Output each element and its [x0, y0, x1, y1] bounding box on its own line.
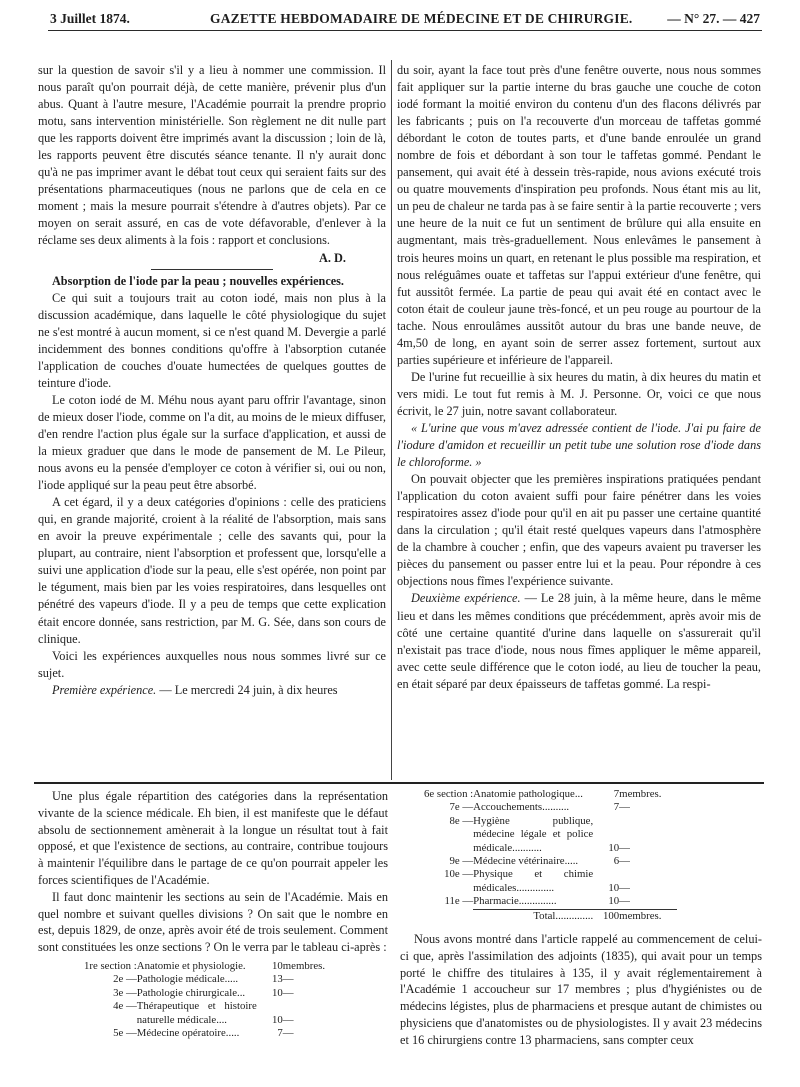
- section-unit: membres.: [619, 788, 662, 800]
- second-experience-label: Deuxième expérience.: [411, 591, 521, 606]
- section-unit: —: [282, 973, 294, 986]
- total-label: Total..............: [473, 909, 593, 923]
- bottom-right-paragraph: Nous avons montré dans l'article rappelé au commencement de celui-ci que, après l'assimilation des adjoints (1835), qui avait pour un temps porté le chiffre des titulaires à 135, il y avait réglementairement à l'Académie 1 accoucheur sur 17 membres ; plus d'hygiénistes ou de médecins légistes, plus de pharmaciens et presque autant de chimistes ou physiciens que d'anatomistes ou de physiologistes. Il y avait 23 médecins et 16 chirurgiens contre 13 pharmaciens, sans compter ceux: [400, 932, 762, 1047]
- section-count: 10: [271, 1013, 283, 1026]
- section-unit: —: [619, 801, 630, 814]
- section-number: 6e section :: [424, 788, 474, 800]
- author-signature: A. D.: [319, 250, 346, 265]
- table-row: [84, 960, 341, 973]
- right-column: [397, 62, 761, 693]
- section-count: 10: [608, 881, 620, 894]
- section-unit: —: [619, 881, 630, 894]
- section-label: Thérapeutique et histoire naturelle médicale....: [136, 1000, 257, 1026]
- column-divider: [391, 60, 392, 780]
- section-number: 7e —: [449, 801, 474, 814]
- header-title: GAZETTE HEBDOMADAIRE DE MÉDECINE ET DE CHIRURGIE.: [210, 11, 633, 26]
- table-row: [424, 895, 677, 909]
- section-number: 2e —: [113, 973, 137, 986]
- section-number: 9e —: [449, 855, 474, 868]
- letter-quote: « L'urine que vous m'avez adressée contient de l'iode. J'ai pu faire de l'iodure d'amidon et recueillir un petit tube une solution rose d'iode dans le chloroforme. »: [397, 420, 761, 470]
- feuilleton-separator: [34, 782, 764, 784]
- first-experience-text: — Le mercredi 24 juin, à dix heures: [156, 682, 338, 697]
- section-label: Médecine opératoire.....: [136, 1027, 240, 1039]
- table-row: [424, 788, 677, 801]
- section-label: Anatomie et physiologie.: [136, 959, 246, 972]
- table-row: [424, 868, 677, 895]
- section-label: Physique et chimie médicales..............: [473, 868, 594, 894]
- section-label: Accouchements..........: [473, 801, 570, 814]
- sections-table-left: [84, 960, 341, 1040]
- table-row: [424, 801, 677, 814]
- section-label: Pathologie médicale.....: [136, 973, 239, 986]
- section-number: 3e —: [113, 986, 137, 999]
- total-unit: membres.: [619, 909, 677, 923]
- section-count: 7: [613, 801, 620, 814]
- total-count: 100: [593, 909, 619, 923]
- section-count: 7: [613, 788, 620, 800]
- section-unit: —: [282, 1027, 294, 1039]
- section-label: Pathologie chirurgicale...: [136, 986, 246, 999]
- section-number: 5e —: [113, 1027, 137, 1039]
- section-label: Hygiène publique, médecine légale et police médicale...........: [473, 814, 594, 854]
- section-count: 13: [271, 973, 283, 986]
- header-issue-page: — N° 27. — 427: [667, 11, 760, 26]
- section-unit: —: [282, 1013, 294, 1026]
- sections-table-right: [424, 788, 677, 923]
- section-count: 10: [271, 986, 283, 999]
- section-number: 8e —: [449, 814, 474, 827]
- bottom-paragraph-2: Il faut donc maintenir les sections au sein de l'Académie. Mais en quel nombre et suivant quelles divisions ? On sait que le nombre en est, depuis 1829, de onze, après avoir été de trois seulement. Comment sont constituées les onze sections ? On le verra par le tableau ci-après :: [38, 889, 388, 955]
- header-date: 3 Juillet 1874.: [50, 11, 130, 26]
- section-label: Médecine vétérinaire.....: [473, 855, 579, 868]
- section-unit: —: [282, 986, 294, 999]
- section-count: 7: [277, 1027, 283, 1039]
- table-row: [84, 1000, 341, 1027]
- body-paragraph-1: Ce qui suit a toujours trait au coton iodé, mais non plus à la discussion académique, dans laquelle le côté physiologique du sujet ne s'est montré à aucun moment, si ce n'est quand M. Devergie a parlé incidemment des bonnes conditions qu'offre à l'absorption cutanée l'application de couches d'ouate humectées de quelques gouttes de teinture d'iode.: [38, 290, 386, 390]
- experience-description: du soir, ayant la face tout près d'une fenêtre ouverte, nous nous sommes fait appliquer sur la partie interne du bras gauche une couche de coton iodé formant la moitié environ du contenu d'un des flacons délivrés par les fabricants ; puis on l'a recouverte d'un morceau de taffetas gommé débordant le coton de toutes parts, et d'une bande enroulée un grand nombre de fois et débordant à son tour le taffetas gommé. Pendant le pansement, qui avait été à dessein très-rapide, nous avions exécuté trois ou quatre mouvements d'inspiration peu profonds. Nous étant mis au lit, un peu de chaleur ne tarda pas à se faire sentir à la partie recouverte ; vers une heure de la nuit ce fut un sentiment de brûlure qui alla ensuite en augmentant, mais très-graduellement. Nous enlevâmes le pansement à trois heures moins un quart, en retenant le plus possible ma respiration, et nous reléguâmes ouate et taffetas sur l'appui extérieur d'une fenêtre, qui fut aussitôt fermée. La partie de peau qui avait été en contact avec le coton était de couleur jaune très-foncé, et un peu rouge au pourtour de la tache. Nous enroulâmes aussitôt autour du bras une bande neuve, de 4m,50 de long, en ayant soin de serrer assez fortement, surtout aux parties supérieure et inférieure de l'appareil.: [397, 63, 761, 367]
- page-header: [48, 8, 762, 31]
- table-row: [84, 987, 341, 1000]
- objection-paragraph: On pouvait objecter que les premières inspirations pratiquées pendant l'application du coton avaient suffi pour faire pénétrer dans les voies respiratoires assez d'iode pour qu'il en ait pu passer une certaine quantité dans la circulation ; qu'il était resté quelques vapeurs dans l'atmosphère de la chambre à coucher ; enfin, que des vapeurs avaient pu traverser les pièces du pansement ou passer entre lui et la peau. Pour répondre à ces objections nous fîmes l'expérience suivante.: [397, 472, 761, 589]
- section-label: Anatomie pathologique...: [473, 788, 583, 800]
- body-paragraph-3: A cet égard, il y a deux catégories d'opinions : celle des praticiens qui, en grande majorité, croient à la réalité de l'absorption, mais sans en avoir la preuve expérimentale ; celle des savants qui, pour la plupart, au contraire, nient l'absorption et professent que, lorsqu'elle a suivi une application d'iode sur la peau, elle s'est opérée, non point par le tégument, mais bien par les voies respiratoires, dans lesquelles ont pénétré des vapeurs d'iode. Il y a peu de temps que cette explication était encore donnée, sans restriction, par M. G. Sée, dans son cours de clinique.: [38, 495, 386, 646]
- left-column: [38, 62, 386, 699]
- table-row: [424, 815, 677, 855]
- section-number: 1re section :: [84, 959, 137, 972]
- section-unit: —: [619, 895, 630, 908]
- total-spacer: [424, 909, 473, 923]
- first-experience-paragraph: [38, 682, 386, 699]
- section-unit: membres.: [282, 959, 326, 972]
- section-unit: —: [619, 855, 630, 868]
- section-number: 4e —: [113, 1000, 137, 1013]
- table-row: [84, 973, 341, 986]
- section-title: Absorption de l'iode par la peau ; nouvelles expériences.: [52, 273, 344, 288]
- section-count: 10: [608, 895, 620, 908]
- intro-paragraph: sur la question de savoir s'il y a lieu à nommer une commission. Il nous paraît qu'on pourrait déjà, de cette manière, prévenir plus d'un abus. Quant à l'autre mesure, l'Académie pourrait la prendre proprio motu, sans intervention ministérielle. Son règlement ne dit nulle part que les rapports doivent être imprimés avant la discussion ; loin de là, les rapports peuvent être discutés séance tenante. Il n'y aurait donc qu'à ne pas imprimer avant le débat tout ceux qui seraient faits sur des présentations pharmaceutiques (nous ne parlons que de cela en ce moment ; mais la mesure pourrait s'étendre à d'autres objets). Par ce moyen on serait assuré, en cas de vote défavorable, d'enlever à la réclame ses deux aliments à la fois : rapport et conclusions.: [38, 63, 386, 248]
- section-count: 6: [613, 855, 620, 868]
- body-paragraph-4: Voici les expériences auxquelles nous nous sommes livré sur ce sujet.: [38, 648, 386, 680]
- section-count: 10: [608, 841, 620, 854]
- bottom-right-column: [400, 788, 762, 1049]
- section-number: 11e —: [444, 895, 474, 908]
- section-unit: —: [619, 841, 630, 854]
- table-row: [424, 855, 677, 868]
- total-row: [424, 909, 677, 923]
- section-count: 10: [271, 959, 283, 972]
- body-paragraph-2: Le coton iodé de M. Méhu nous ayant paru offrir l'avantage, sinon de mieux doser l'iode, comme on l'a dit, au moins de le mieux diffuser, d'en rendre l'action plus égale sur la surface d'application, et aussi de la mieux graduer que dans le mode de pansement de M. Le Pileur, nous avons eu la pensée d'employer ce coton à vérifier si, oui ou non, l'iode appliqué sur la peau peut être absorbé.: [38, 392, 386, 493]
- second-experience-paragraph: [397, 590, 761, 692]
- first-experience-label: Première expérience.: [52, 682, 157, 697]
- second-experience-text: — Le 28 juin, à la même heure, dans le même lieu et dans les mêmes conditions que précédemment, après avoir mis de côté une certaine quantité d'urine dans laquelle on s'assurerait qu'il n'existait pas trace d'iode, nous nous fîmes appliquer le même appareil, avec cette seule différence que le coton iodé, au lieu de toucher la peau, en était séparé par deux épaisseurs de taffetas gommé. La respi-: [397, 591, 761, 691]
- bottom-paragraph-1: Une plus égale répartition des catégories dans la représentation vivante de la science médicale. Eh bien, il est manifeste que le défaut absolu de sectionnement amènerait à la longue un résultat tout à fait opposé, et que l'existence de sections, au contraire, contribue toujours à maintenir l'équilibre dans le partage de ce qu'on pourrait appeler les forces scientifiques de l'Académie.: [38, 789, 388, 887]
- section-label: Pharmacie..............: [473, 895, 557, 908]
- bottom-left-column: [38, 788, 388, 1040]
- signature-rule: [151, 269, 273, 270]
- section-number: 10e —: [444, 868, 474, 881]
- table-row: [84, 1027, 341, 1040]
- urine-paragraph: De l'urine fut recueillie à six heures du matin, à dix heures du matin et vers midi. Le tout fut remis à M. J. Personne. Or, voici ce que nous écrivit, le 27 juin, notre savant collaborateur.: [397, 369, 761, 418]
